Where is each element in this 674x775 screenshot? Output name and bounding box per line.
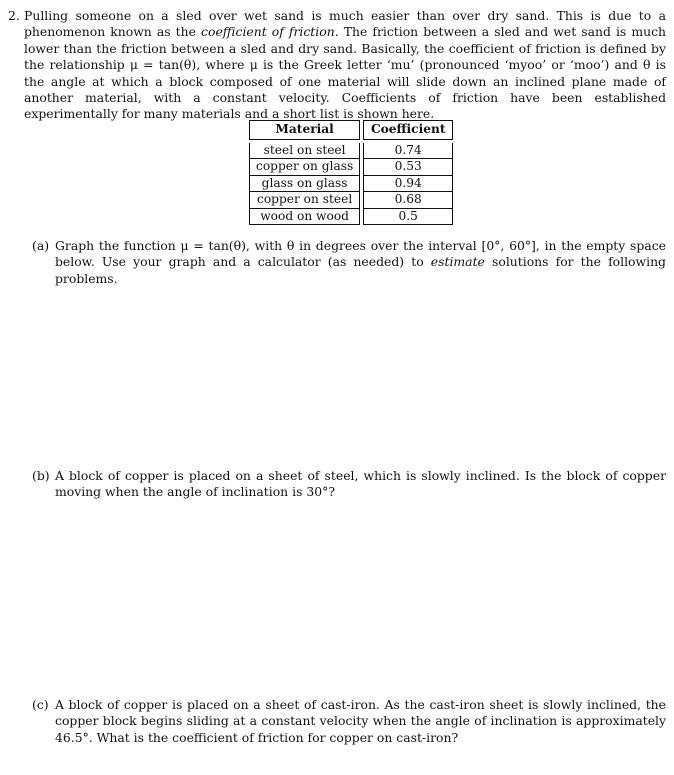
part-a-text-2: solutions for the following problems. xyxy=(55,254,666,286)
table-row xyxy=(250,175,453,192)
cell-material: copper on steel xyxy=(250,192,360,209)
problem-2 xyxy=(8,8,666,123)
part-a-emphasis: estimate xyxy=(430,254,485,270)
table-row xyxy=(250,192,453,209)
table-row xyxy=(250,143,453,159)
table-row xyxy=(250,159,453,176)
part-a-text-1: Graph the function μ = tan(θ), with θ in degrees over the interval [0°, 60°], in the empty space below. Use your graph and a calculator (as needed) to xyxy=(55,238,666,270)
cell-coefficient: 0.94 xyxy=(364,175,453,192)
table-row xyxy=(250,208,453,225)
part-c xyxy=(32,697,666,746)
part-b-label: (b) xyxy=(32,468,50,483)
cell-material: wood on wood xyxy=(250,208,360,225)
problem-number: 2. xyxy=(8,8,20,23)
part-c-label: (c) xyxy=(32,697,49,712)
part-b-text: A block of copper is placed on a sheet of steel, which is slowly inclined. Is the block of copper moving when the angle of inclination is 30°? xyxy=(55,468,666,500)
header-material: Material xyxy=(250,121,360,140)
cell-material: glass on glass xyxy=(250,175,360,192)
cell-material: steel on steel xyxy=(250,143,360,159)
cell-material: copper on glass xyxy=(250,159,360,176)
cell-coefficient: 0.5 xyxy=(364,208,453,225)
intro-term: coefficient of friction xyxy=(201,24,335,40)
friction-table xyxy=(249,120,453,225)
part-c-text: A block of copper is placed on a sheet of cast-iron. As the cast-iron sheet is slowly inclined, the copper block begins sliding at a constant velocity when the angle of inclination is approximately 46.5°. What is the coefficient of friction for copper on cast-iron? xyxy=(55,697,666,745)
part-a-label: (a) xyxy=(32,238,50,253)
intro-text-1: Pulling someone on a sled over wet sand is much easier than over dry sand. This is due to a phenomenon known as the xyxy=(24,8,666,40)
part-a-text xyxy=(55,238,666,287)
cell-coefficient: 0.74 xyxy=(364,143,453,159)
intro-text-2: . The friction between a sled and wet sand is much lower than the friction between a sled and dry sand. Basically, the coefficient of friction is defined by the relationship μ = tan(θ), where μ is the Greek letter ‘mu’ (pronounced ‘myoo’ or ‘moo’) and θ is the angle at which a block composed of one material will slide down an inclined plane made of another material, with a constant velocity. Coefficients of friction have been established experimentally for many materials and a short list is shown here. xyxy=(24,24,667,122)
header-coefficient: Coefficient xyxy=(364,121,453,140)
part-b xyxy=(32,468,666,501)
cell-coefficient: 0.68 xyxy=(364,192,453,209)
cell-coefficient: 0.53 xyxy=(364,159,453,176)
part-a xyxy=(32,238,666,287)
table-header-row xyxy=(250,121,453,140)
friction-table-wrap xyxy=(249,120,453,225)
problem-intro xyxy=(24,8,666,123)
